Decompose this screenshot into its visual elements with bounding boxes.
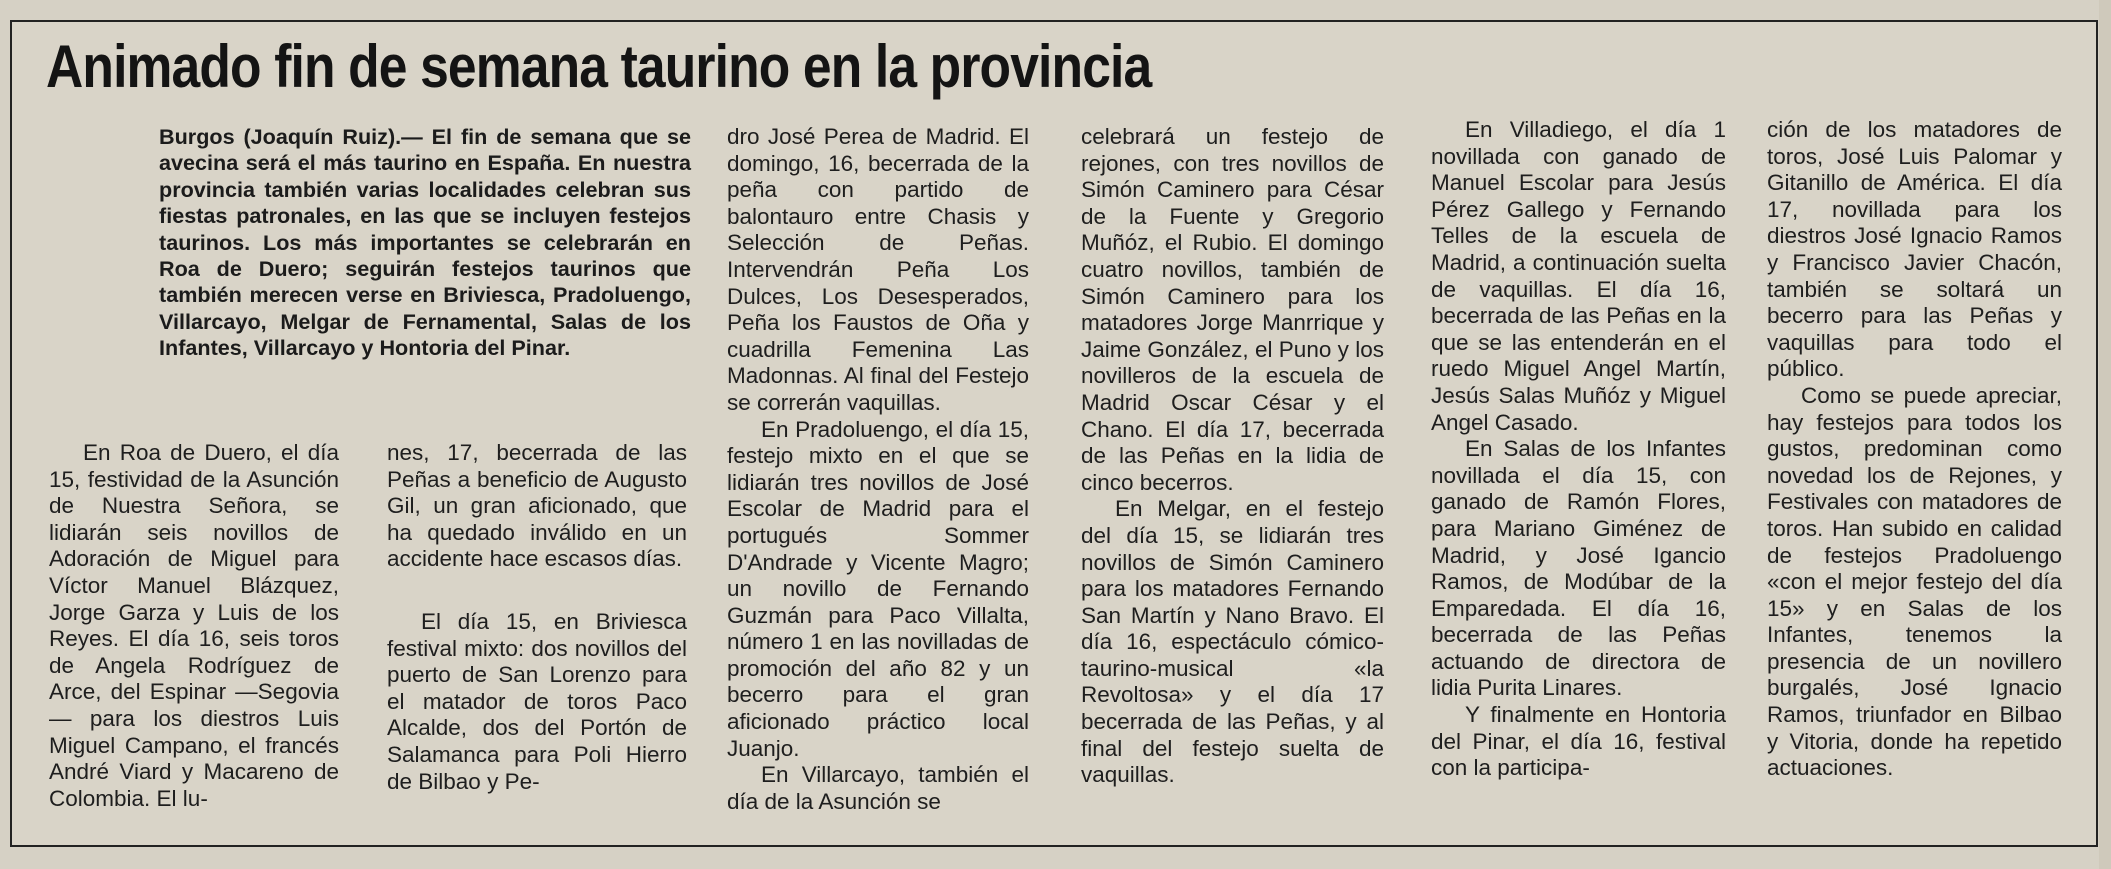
paragraph: celebrará un festejo de rejones, con tres novillos de Simón Caminero para César de la Fuente y Gregorio Muñóz, el Rubio. El domingo cuatro novillos, también de Simón Caminero para los matadores Jorge Manrrique y Jaime González, el Puno y los novilleros de la escuela de Madrid Oscar César y el Chano. El día 17, becerrada de las Peñas en la lidia de cinco becerros. [1081, 124, 1384, 495]
paragraph: En Roa de Duero, el día 15, festividad de la Asunción de Nuestra Señora, se lidiarán seis novillos de Adoración de Miguel para Víctor Manuel Blázquez, Jorge Garza y Luis de los Reyes. El día 16, seis toros de Angela Rodríguez de Arce, del Espinar —Segovia— para los diestros Luis Miguel Campano, el francés André Viard y Macareno de Colombia. El lu- [49, 440, 339, 811]
column-6 [1767, 117, 2062, 782]
column-1 [49, 440, 339, 812]
column-3 [727, 124, 1029, 815]
paragraph: En Salas de los Infantes novillada el día 15, con ganado de Ramón Flores, para Mariano Giménez de Madrid, y José Igancio Ramos, de Modúbar de la Emparedada. El día 16, becerrada de las Peñas actuando de directora de lidia Purita Linares. [1431, 436, 1726, 701]
article-lead: Burgos (Joaquín Ruiz).— El fin de semana que se avecina será el más taurino en España. En nuestra provincia también varias localidades celebran sus fiestas patronales, en las que se incluyen festejos taurinos. Los más importantes se celebrarán en Roa de Duero; seguirán festejos taurinos que también merecen verse en Briviesca, Pradoluengo, Villarcayo, Melgar de Fernamental, Salas de los Infantes, Villarcayo y Hontoria del Pinar. [159, 124, 691, 361]
paragraph: El día 15, en Briviesca festival mixto: dos novillos del puerto de San Lorenzo para el matador de toros Paco Alcalde, dos del Portón de Salamanca para Poli Hierro de Bilbao y Pe- [387, 608, 687, 794]
column-4 [1081, 124, 1384, 789]
paragraph: dro José Perea de Madrid. El domingo, 16, becerrada de la peña con partido de balontauro entre Chasis y Selección de Peñas. Intervendrán Peña Los Dulces, Los Desesperados, Peña los Faustos de Oña y cuadrilla Femenina Las Madonnas. Al final del Festejo se correrán vaquillas. [727, 124, 1029, 415]
paragraph: En Villadiego, el día 1 novillada con ganado de Manuel Escolar para Jesús Pérez Gallego y Fernando Telles de la escuela de Madrid, a continuación suelta de vaquillas. El día 16, becerrada de las Peñas en la que se las entenderán en el ruedo Miguel Angel Martín, Jesús Salas Muñóz y Miguel Angel Casado. [1431, 117, 1726, 435]
article-headline: Animado fin de semana taurino en la provincia [46, 33, 1152, 100]
column-5 [1431, 117, 1726, 782]
adjacent-page-edge [2099, 0, 2111, 869]
paragraph: Y finalmente en Hontoria del Pinar, el día 16, festival con la participa- [1431, 702, 1726, 781]
paragraph: Como se puede apreciar, hay festejos para todos los gustos, predominan como novedad los de Rejones, y Festivales con matadores de toros. Han subido en calidad de festejos Pradoluengo «con el mejor festejo del día 15» y en Salas de los Infantes, tenemos la presencia de un novillero burgalés, José Ignacio Ramos, triunfador en Bilbao y Vitoria, donde ha repetido actuaciones. [1767, 382, 2062, 781]
paragraph: En Villarcayo, también el día de la Asunción se [727, 762, 1029, 814]
paragraph: nes, 17, becerrada de las Peñas a beneficio de Augusto Gil, un gran aficionado, que ha quedado inválido en un accidente hace escasos días. [387, 440, 687, 572]
paragraph: En Pradoluengo, el día 15, festejo mixto en el que se lidiarán tres novillos de José Escolar de Madrid para el portugués Sommer D'Andrade y Vicente Magro; un novillo de Fernando Guzmán para Paco Villalta, número 1 en las novilladas de promoción del año 82 y un becerro para el gran aficionado práctico local Juanjo. [727, 416, 1029, 761]
column-2 [387, 440, 687, 795]
paragraph: En Melgar, en el festejo del día 15, se lidiarán tres novillos de Simón Caminero para los matadores Fernando San Martín y Nano Bravo. El día 16, espectáculo cómico-taurino-musical «la Revoltosa» y el día 17 becerrada de las Peñas, y al final del festejo suelta de vaquillas. [1081, 496, 1384, 788]
paragraph: ción de los matadores de toros, José Luis Palomar y Gitanillo de América. El día 17, novillada para los diestros José Ignacio Ramos y Francisco Javier Chacón, también se soltará un becerro para las Peñas y vaquillas para todo el público. [1767, 117, 2062, 382]
